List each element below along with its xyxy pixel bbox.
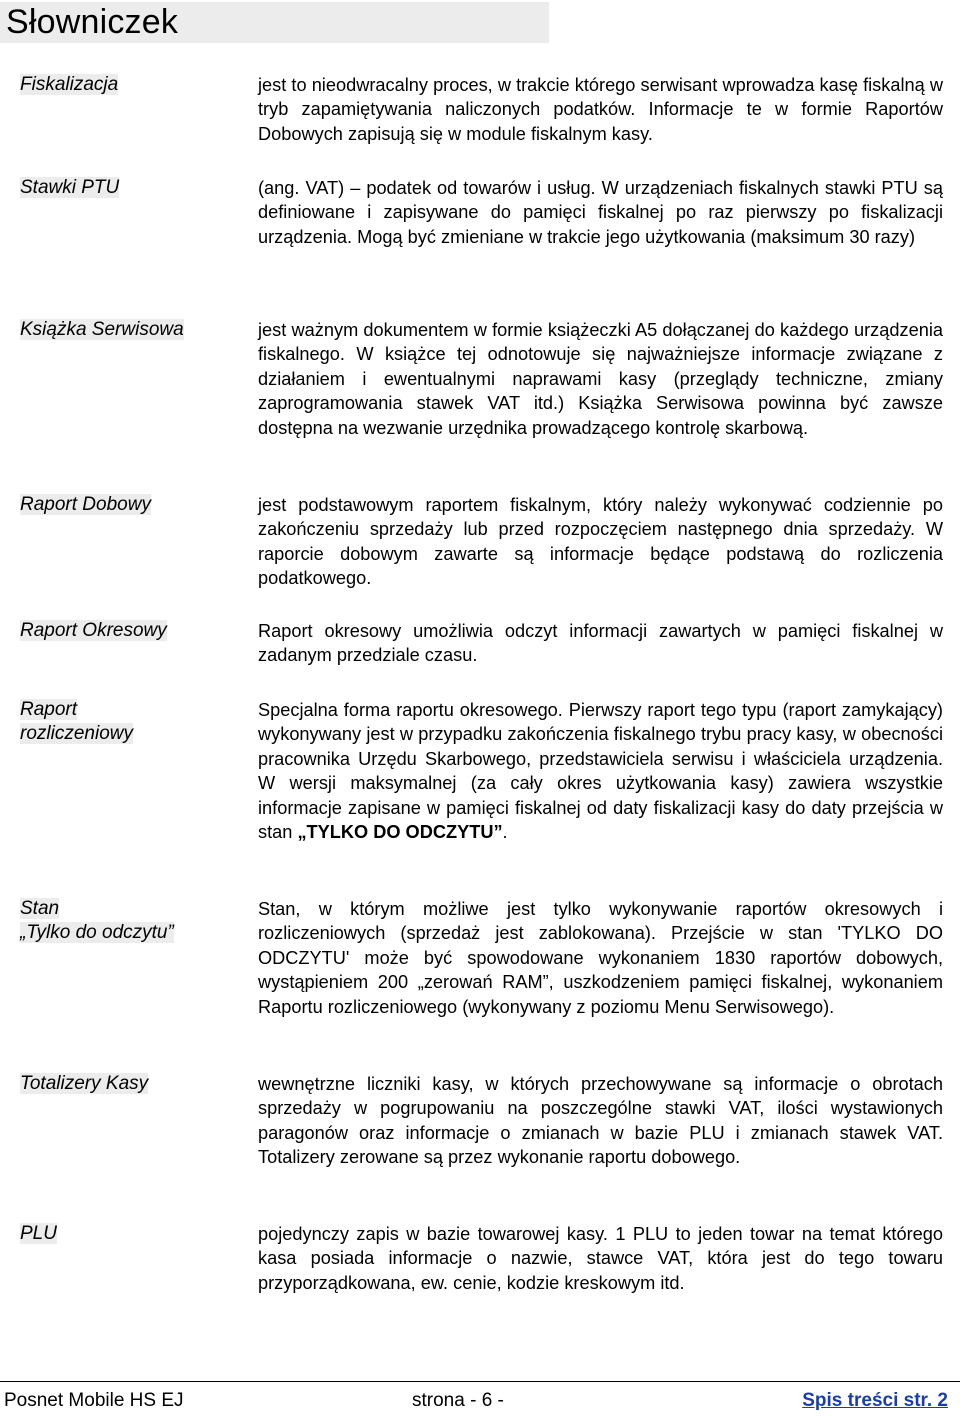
term-definition xyxy=(258,1072,943,1170)
footer-product-name: Posnet Mobile HS EJ xyxy=(4,1390,184,1411)
term-definition xyxy=(258,1222,943,1295)
term-label xyxy=(20,698,225,747)
term-label xyxy=(20,73,225,97)
definition-text: Raport okresowy umożliwia odczyt informacji zawartych w pamięci fiskalnej w zadanym przedziale czasu. xyxy=(258,621,943,666)
term-label xyxy=(20,493,225,517)
term-label xyxy=(20,318,225,342)
definition-end-text: . xyxy=(502,822,508,843)
page-title: Słowniczek xyxy=(6,3,179,41)
term-label xyxy=(20,897,225,946)
term-text: PLU xyxy=(20,1223,57,1244)
term-definition xyxy=(258,698,943,844)
term-text: Książka Serwisowa xyxy=(20,319,184,340)
term-label xyxy=(20,1072,225,1096)
term-definition xyxy=(258,176,943,249)
title-bar xyxy=(0,2,549,43)
term-text: Fiskalizacja xyxy=(20,74,119,95)
definition-text: Stan, w którym możliwe jest tylko wykonywanie raportów okresowych i rozliczeniowych (sprzedaż jest zablokowana). Przejście w stan 'TYLKO DO ODCZYTU' może być spowodowane wykonaniem 1830 raportów dobowych, wystąpieniem 200 „zerowań RAM”, uszkodzeniem pamięci fiskalnej, wykonaniem Raportu rozliczeniowego (wykonywany z poziomu Menu Serwisowego). xyxy=(258,899,943,1017)
definition-text: wewnętrzne liczniki kasy, w których przechowywane są informacje o obrotach sprzedaży w pogrupowaniu na poszczególne stawki VAT, ilości wystawionych paragonów oraz informacje o zmianach w bazie PLU i zmianach stawek VAT. Totalizery zerowane są przez wykonanie raportu dobowego. xyxy=(258,1074,943,1168)
term-definition xyxy=(258,619,943,668)
term-definition xyxy=(258,73,943,146)
term-definition xyxy=(258,318,943,440)
term-text-line2: rozliczeniowy xyxy=(20,723,133,745)
definition-text: pojedynczy zapis w bazie towarowej kasy. 1 PLU to jeden towar na temat którego kasa posiada informacje o nazwie, stawce VAT, która jest do tego towaru przyporządkowana, ew. cenie, kodzie kreskowym itd. xyxy=(258,1224,943,1293)
term-text: Raport Okresowy xyxy=(20,620,167,641)
term-text-line1: Raport xyxy=(20,699,78,720)
term-definition xyxy=(258,897,943,1019)
term-label xyxy=(20,1222,225,1246)
term-text-line1: Stan xyxy=(20,898,60,919)
page-footer xyxy=(0,1381,960,1416)
term-definition xyxy=(258,493,943,591)
definition-bold-text: „TYLKO DO ODCZYTU” xyxy=(297,822,503,843)
term-text: Totalizery Kasy xyxy=(20,1073,149,1094)
term-text: Raport Dobowy xyxy=(20,494,151,515)
definition-text: (ang. VAT) – podatek od towarów i usług. W urządzeniach fiskalnych stawki PTU są definiowane i zapisywane do pamięci fiskalnej po raz pierwszy po fiskalizacji urządzenia. Mogą być zmieniane w trakcie jego użytkowania (maksimum 30 razy) xyxy=(258,178,943,247)
definition-text: jest podstawowym raportem fiskalnym, który należy wykonywać codziennie po zakończeniu sprzedaży lub przed rozpoczęciem następnego dnia sprzedaży. W raporcie dobowym zawarte są informacje będące podstawą do rozliczenia podatkowego. xyxy=(258,495,943,589)
definition-text: Specjalna forma raportu okresowego. Pierwszy raport tego typu (raport zamykający) wykonywany jest w przypadku zakończenia fiskalnego trybu pracy kasy, w obecności pracownika Urzędu Skarbowego, przedstawiciela serwisu i właściciela urządzenia. W wersji maksymalnej (za cały okres użytkowania kasy) zawiera wszystkie informacje zapisane w pamięci fiskalnej od daty fiskalizacji kasy do daty przejścia w stan xyxy=(258,700,943,843)
definition-text: jest ważnym dokumentem w formie książeczki A5 dołączanej do każdego urządzenia fiskalnego. W książce tej odnotowuje się najważniejsze informacje związane z działaniem i ewentualnymi naprawami kasy (przeglądy techniczne, zmiany zaprogramowania stawek VAT itd.) Książka Serwisowa powinna być zawsze dostępna na wezwanie urzędnika prowadzącego kontrolę skarbową. xyxy=(258,320,943,438)
term-label xyxy=(20,619,225,643)
toc-link[interactable]: Spis treści str. 2 xyxy=(802,1390,948,1411)
footer-page-number: strona - 6 - xyxy=(412,1390,504,1411)
definition-text: jest to nieodwracalny proces, w trakcie którego serwisant wprowadza kasę fiskalną w tryb zapamiętywania naliczonych podatków. Informacje te w formie Raportów Dobowych zapisują się w module fiskalnym kasy. xyxy=(258,75,943,144)
term-label xyxy=(20,176,225,200)
term-text: Stawki PTU xyxy=(20,177,120,198)
term-text-line2: „Tylko do odczytu” xyxy=(20,922,174,944)
